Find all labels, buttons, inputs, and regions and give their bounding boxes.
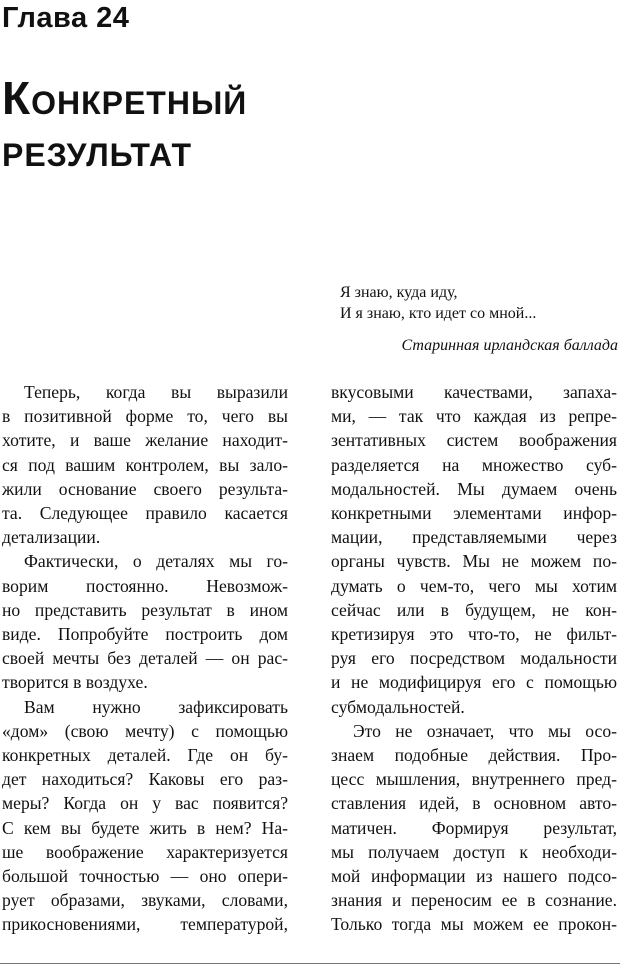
text-line: матичен. Формируя результат, xyxy=(331,817,617,838)
text-line: мы получаем доступ к необходи- xyxy=(331,841,617,862)
text-line: жили основание своего результа- xyxy=(2,478,288,499)
text-line: органы чувств. Мы не можем по- xyxy=(331,551,617,572)
text-line: цесс мышления, внутреннего пред- xyxy=(331,769,617,790)
text-line: модальностей. Мы думаем очень xyxy=(331,478,617,499)
text-line: Только тогда мы можем ее прокон- xyxy=(331,914,617,935)
bottom-rule xyxy=(0,963,620,964)
text-line: творится в воздухе. xyxy=(2,672,148,693)
text-line: руя его посредством модальности xyxy=(331,648,617,669)
text-line: субмодальностей. xyxy=(331,696,465,717)
body-column-right xyxy=(331,380,617,937)
text-line: хотите, и ваше желание находит- xyxy=(2,430,288,451)
text-line: но представить результат в ином xyxy=(2,599,288,620)
text-line: разделяется на множество суб- xyxy=(331,454,617,475)
text-line: Это не означает, что мы осо- xyxy=(353,720,617,741)
text-line: мой информации из нашего подсо- xyxy=(331,866,617,887)
text-line: С кем вы будете жить в нем? На- xyxy=(2,817,288,838)
chapter-title xyxy=(2,72,247,176)
text-line: Теперь, когда вы выразили xyxy=(24,382,288,402)
text-line: та. Следующее правило касается xyxy=(2,503,288,524)
text-line: детализации. xyxy=(2,527,101,548)
epigraph xyxy=(288,282,618,356)
text-line: сейчас или в будущем, не кон- xyxy=(331,599,617,620)
text-line: ставления идей, в основном авто- xyxy=(331,793,617,814)
text-line: мации, представляемыми через xyxy=(331,527,617,548)
text-line: Фактически, о деталях мы го- xyxy=(24,551,288,572)
text-line: рует образами, звуками, словами, xyxy=(2,890,288,911)
text-line: знания и переносим ее в сознание. xyxy=(331,890,617,911)
text-line: ше воображение характеризуется xyxy=(2,841,288,862)
text-line: и не модифицируя его с помощью xyxy=(331,672,617,693)
text-line: меры? Когда он у вас появится? xyxy=(2,793,288,814)
chapter-title-line-1: Конкретный xyxy=(2,72,248,124)
text-line: ворим постоянно. Невозмож- xyxy=(2,575,288,596)
text-line: прикосновениями, температурой, xyxy=(2,914,288,935)
text-line: конкретных деталей. Где он бу- xyxy=(2,745,288,766)
text-line: Вам нужно зафиксировать xyxy=(24,696,288,717)
epigraph-line: И я знаю, кто идет со мной... xyxy=(340,305,537,322)
text-line: знаем подобные действия. Про- xyxy=(331,745,617,766)
text-line: ми, — так что каждая из репре- xyxy=(331,406,617,427)
text-line: в позитивной форме то, чего вы xyxy=(2,406,288,427)
text-line: вкусовыми качествами, запаха- xyxy=(331,382,617,402)
text-line: кретизируя это что-то, не фильт- xyxy=(331,624,617,645)
text-line: своей мечты без деталей — он рас- xyxy=(2,648,288,669)
text-line: конкретными элементами инфор- xyxy=(331,503,617,524)
body-column-left xyxy=(2,380,288,937)
text-line: думать о чем-то, чего мы хотим xyxy=(331,575,617,596)
text-line: большой точностью — оно опери- xyxy=(2,866,288,887)
text-line: «дом» (свою мечту) с помощью xyxy=(2,720,288,741)
text-line: зентативных систем воображения xyxy=(331,430,617,451)
epigraph-source: Старинная ирландская баллада xyxy=(401,337,618,354)
chapter-title-line-2: результат xyxy=(2,124,193,176)
text-line: виде. Попробуйте построить дом xyxy=(2,624,288,645)
text-line: дет находиться? Каковы его раз- xyxy=(2,769,288,790)
text-line: ся под вашим контролем, вы зало- xyxy=(2,454,288,475)
epigraph-line: Я знаю, куда иду, xyxy=(340,284,458,301)
epigraph-verse xyxy=(340,282,618,324)
chapter-heading: Глава 24 xyxy=(2,2,130,34)
